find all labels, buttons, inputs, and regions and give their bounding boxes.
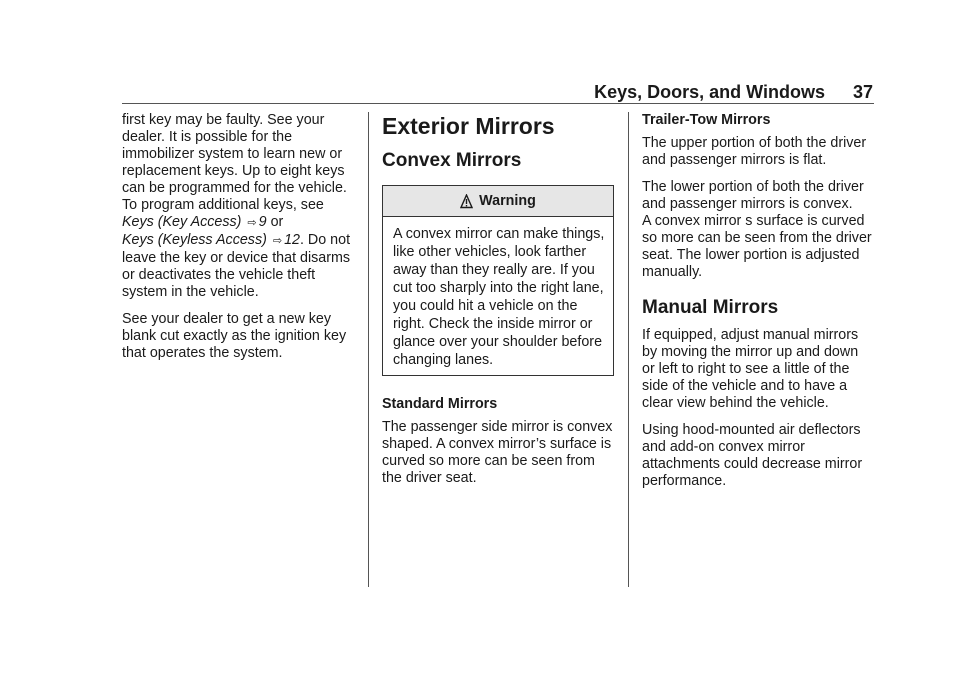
text-line: manually. — [642, 264, 703, 280]
section-title: Keys, Doors, and Windows — [594, 82, 825, 102]
paragraph-upper-portion — [642, 135, 874, 169]
warning-triangle-icon — [460, 194, 473, 209]
text-line: the driver seat. — [382, 470, 477, 486]
header-rule — [122, 103, 874, 104]
text-line: seat. The lower portion is adjusted — [642, 247, 860, 263]
column-1 — [122, 112, 354, 372]
warning-header — [383, 186, 613, 217]
text-line: blank cut exactly as the ignition key — [122, 328, 347, 344]
ref-after: or — [270, 214, 284, 230]
text-line: or deactivates the vehicle theft — [122, 267, 316, 283]
cross-reference-keys-access[interactable] — [122, 214, 354, 232]
paragraph-standard-mirrors — [382, 419, 614, 487]
text-line: To program additional keys, see — [122, 197, 324, 213]
text-line: first key may be faulty. See your — [122, 112, 325, 128]
heading-standard-mirrors: Standard Mirrors — [382, 396, 498, 412]
paragraph-deflectors — [642, 422, 874, 490]
heading-manual-mirrors: Manual Mirrors — [642, 297, 779, 318]
text-line: and add-on convex mirror — [642, 439, 805, 455]
text-line: See your dealer to get a new key — [122, 311, 332, 327]
column-divider-left — [368, 112, 369, 587]
text-line: you could hit a vehicle on the — [393, 298, 578, 314]
text-line: by moving the mirror up and down — [642, 344, 859, 360]
text-line: The lower portion of both the driver — [642, 179, 864, 195]
ref-title: Keys (Keyless Access) — [122, 232, 267, 248]
text-line: system in the vehicle. — [122, 284, 259, 300]
text-line: and passenger mirrors is convex. — [642, 196, 853, 212]
text-line: performance. — [642, 473, 727, 489]
ref-title: Keys (Key Access) — [122, 214, 242, 230]
text-line: or left to right to see a little of the — [642, 361, 850, 377]
warning-box — [382, 185, 614, 376]
warning-body — [383, 217, 613, 375]
text-line: attachments could decrease mirror — [642, 456, 863, 472]
heading-exterior-mirrors: Exterior Mirrors — [382, 113, 555, 139]
text-line: The passenger side mirror is convex — [382, 419, 613, 435]
text-line: clear view behind the vehicle. — [642, 395, 829, 411]
text-line: that operates the system. — [122, 345, 283, 361]
text-line: replacement keys. Up to eight keys — [122, 163, 345, 179]
text-line: right. Check the inside mirror or — [393, 316, 593, 332]
cross-reference-keyless-access[interactable] — [122, 232, 354, 250]
column-divider-right — [628, 112, 629, 587]
running-header — [594, 82, 873, 103]
text-line: leave the key or device that disarms — [122, 250, 351, 266]
ref-page: 9 — [258, 214, 267, 230]
paragraph-immobilizer — [122, 112, 354, 301]
column-2 — [382, 112, 614, 497]
text-line: glance over your shoulder before — [393, 334, 603, 350]
paragraph-lower-portion — [642, 179, 874, 281]
text-line: away than they really are. If you — [393, 262, 595, 278]
column-3 — [642, 112, 874, 500]
text-line: Using hood-mounted air deflectors — [642, 422, 861, 438]
text-line: and passenger mirrors is flat. — [642, 152, 827, 168]
page-reference-arrow-icon: ⇨ — [272, 235, 283, 247]
heading-trailer-tow-mirrors: Trailer-Tow Mirrors — [642, 112, 771, 128]
text-line: A convex mirror s surface is curved — [642, 213, 865, 229]
ref-after: . Do not — [299, 232, 351, 248]
text-line: A convex mirror can make things, — [393, 226, 605, 242]
paragraph-manual-adjust — [642, 327, 874, 412]
heading-convex-mirrors: Convex Mirrors — [382, 150, 522, 171]
warning-title: Warning — [479, 193, 536, 209]
page-number: 37 — [852, 82, 873, 102]
text-line: If equipped, adjust manual mirrors — [642, 327, 859, 343]
text-line: The upper portion of both the driver — [642, 135, 867, 151]
text-line: dealer. It is possible for the — [122, 129, 293, 145]
text-line: side of the vehicle and to have a — [642, 378, 848, 394]
text-line: cut too sharply into the right lane, — [393, 280, 604, 296]
text-line: immobilizer system to learn new or — [122, 146, 343, 162]
text-line: like other vehicles, look farther — [393, 244, 587, 260]
text-line: shaped. A convex mirror’s surface is — [382, 436, 612, 452]
text-line: can be programmed for the vehicle. — [122, 180, 347, 196]
page-reference-arrow-icon: ⇨ — [247, 217, 257, 229]
text-line: so more can be seen from the driver — [642, 230, 872, 246]
ref-page: 12 — [284, 232, 300, 248]
text-line: changing lanes. — [393, 352, 494, 368]
paragraph-new-key — [122, 311, 354, 362]
text-line: curved so more can be seen from — [382, 453, 595, 469]
